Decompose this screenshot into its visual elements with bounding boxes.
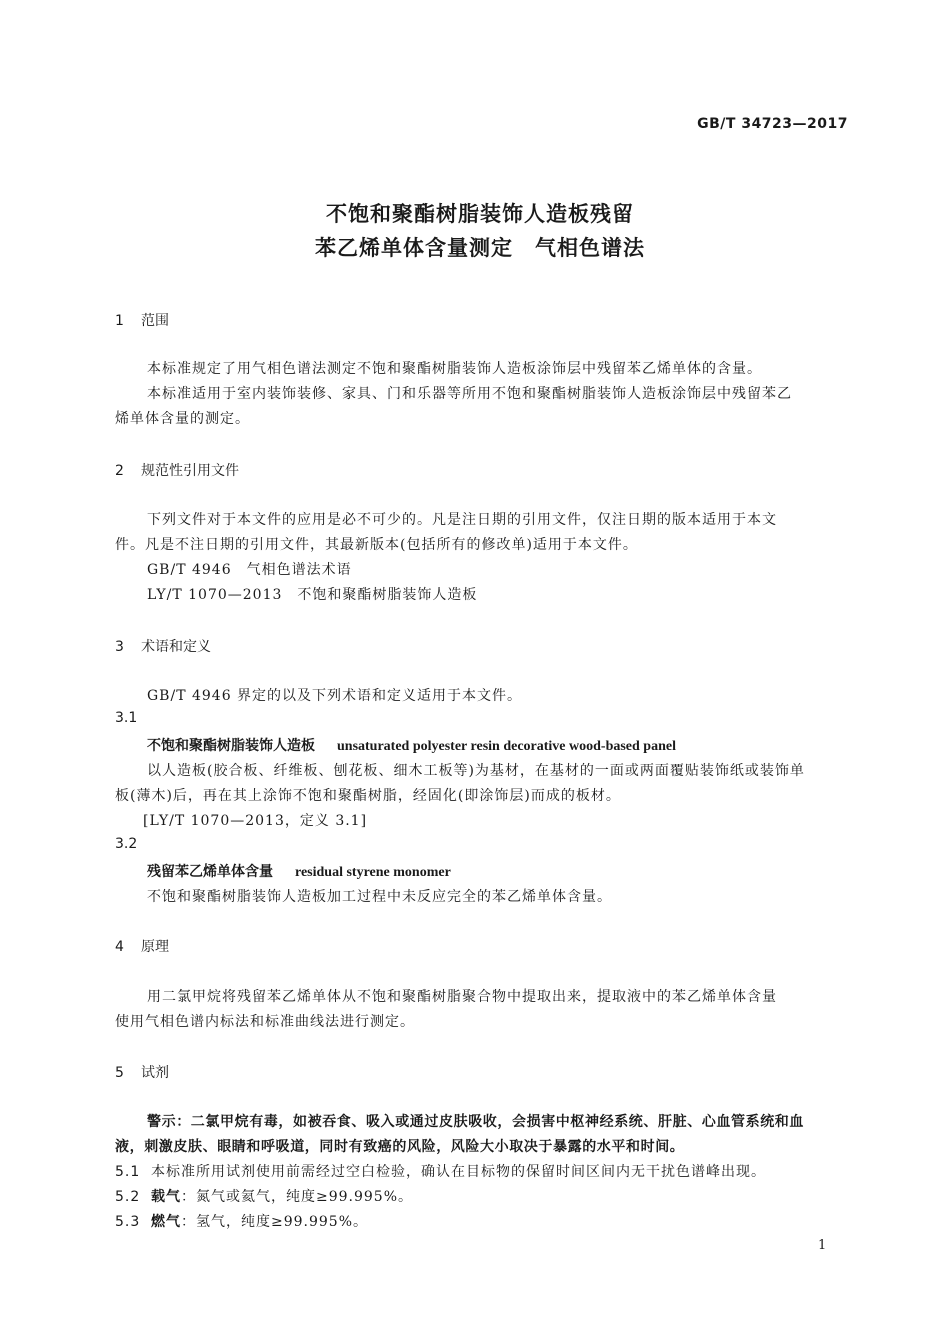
section-title: 原理 [141,939,169,955]
reagent-number: 5.1 [115,1164,141,1180]
term-3-1-definition-line-2: 板(薄木)后，再在其上涂饰不饱和聚酯树脂，经固化(即涂饰层)而成的板材。 [115,788,621,804]
section-1-paragraph-2-line-2: 烯单体含量的测定。 [115,411,250,427]
reagent-5-2 [115,1186,413,1206]
document-title-line-1: 不饱和聚酯树脂装饰人造板残留 [326,202,634,226]
term-3-1-source: [LY/T 1070—2013，定义 3.1] [143,813,368,829]
section-1-heading [115,310,169,330]
section-number: 4 [115,939,124,955]
reagent-key: 燃气 [151,1214,181,1230]
warning-line-2: 液，刺激皮肤、眼睛和呼吸道，同时有致癌的风险，风险大小取决于暴露的水平和时间。 [115,1139,685,1155]
reagent-5-3 [115,1211,368,1231]
term-3-1-chinese: 不饱和聚酯树脂装饰人造板 [147,738,315,754]
reagent-text: ：氮气或氦气，纯度≥99.995%。 [181,1189,414,1205]
section-number: 1 [115,313,124,329]
standard-number: GB/T 34723—2017 [697,116,848,132]
term-3-1-number: 3.1 [115,710,138,726]
reagent-text: ：氢气，纯度≥99.995%。 [181,1214,369,1230]
term-3-1-definition-line-1: 以人造板(胶合板、纤维板、刨花板、细木工板等)为基材，在基材的一面或两面覆贴装饰纸或装饰单 [147,763,805,779]
reagent-text: 本标准所用试剂使用前需经过空白检验，确认在目标物的保留时间区间内无干扰色谱峰出现。 [151,1164,766,1180]
section-number: 3 [115,639,124,655]
reagent-number: 5.2 [115,1189,141,1205]
reagent-key: 载气 [151,1189,181,1205]
section-2-heading [115,460,239,480]
warning-line-1: 警示：二氯甲烷有毒，如被吞食、吸入或通过皮肤吸收，会损害中枢神经系统、肝脏、心血管系统和血 [147,1114,804,1130]
section-3-heading [115,636,211,656]
term-3-2-definition: 不饱和聚酯树脂装饰人造板加工过程中未反应完全的苯乙烯单体含量。 [147,889,612,905]
section-title: 范围 [141,313,169,329]
section-2-paragraph-line-2: 件。凡是不注日期的引用文件，其最新版本(包括所有的修改单)适用于本文件。 [115,537,638,553]
section-3-intro: GB/T 4946 界定的以及下列术语和定义适用于本文件。 [147,688,523,704]
reagent-5-1 [115,1161,766,1181]
section-number: 5 [115,1065,124,1081]
document-title-line-2: 苯乙烯单体含量测定 气相色谱法 [315,236,645,260]
term-3-1-english: unsaturated polyester resin decorative wood-based panel [337,739,676,754]
section-number: 2 [115,463,124,479]
section-1-paragraph-1: 本标准规定了用气相色谱法测定不饱和聚酯树脂装饰人造板涂饰层中残留苯乙烯单体的含量。 [147,361,762,377]
section-title: 试剂 [141,1065,169,1081]
term-3-2-english: residual styrene monomer [295,865,451,880]
normative-reference-2: LY/T 1070—2013 不饱和聚酯树脂装饰人造板 [147,587,478,603]
normative-reference-1: GB/T 4946 气相色谱法术语 [147,562,352,578]
term-3-2-chinese: 残留苯乙烯单体含量 [147,864,273,880]
section-title: 规范性引用文件 [141,463,239,479]
term-3-1 [147,735,676,755]
section-2-paragraph-line-1: 下列文件对于本文件的应用是必不可少的。凡是注日期的引用文件，仅注日期的版本适用于本文 [147,512,777,528]
section-4-paragraph-line-1: 用二氯甲烷将残留苯乙烯单体从不饱和聚酯树脂聚合物中提取出来，提取液中的苯乙烯单体含量 [147,989,777,1005]
reagent-number: 5.3 [115,1214,141,1230]
section-4-paragraph-line-2: 使用气相色谱内标法和标准曲线法进行测定。 [115,1014,415,1030]
section-5-heading [115,1062,169,1082]
term-3-2 [147,861,451,881]
section-4-heading [115,936,169,956]
term-3-2-number: 3.2 [115,836,138,852]
section-1-paragraph-2-line-1: 本标准适用于室内装饰装修、家具、门和乐器等所用不饱和聚酯树脂装饰人造板涂饰层中残留苯乙 [147,386,792,402]
page-number: 1 [818,1238,827,1253]
section-title: 术语和定义 [141,639,211,655]
